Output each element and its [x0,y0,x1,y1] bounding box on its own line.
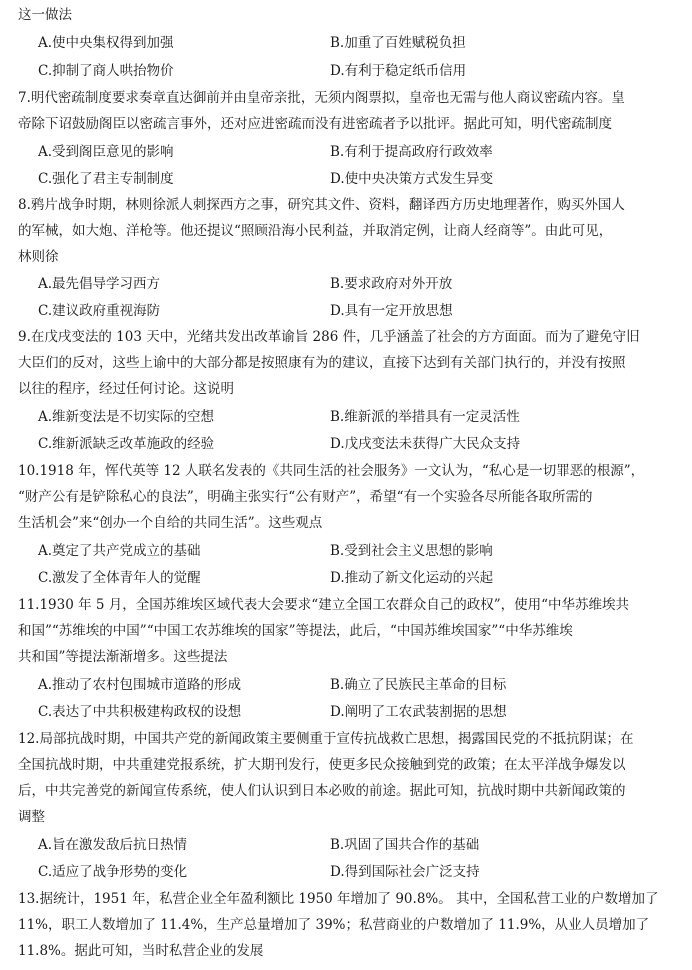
q10-option-d: D.推动了新文化运动的兴起 [330,570,494,586]
q11-option-b: B.确立了民族民主革命的目标 [330,677,507,693]
q8-option-a: A.最先倡导学习西方 [38,276,161,292]
q9-stem-line-3: 以往的程序，经过任何讨论。这说明 [18,381,234,397]
q8-option-c: C.建议政府重视海防 [38,303,161,319]
q7-stem-line-2: 帝除下诏鼓励阁臣以密疏言事外，还对应进密疏而没有进密疏者予以批评。据此可知，明代密疏制度 [18,116,612,132]
q12-option-c: C.适应了战争形势的变化 [38,864,188,880]
q12-stem-line-1: 12.局部抗战时期，中国共产党的新闻政策主要侧重于宣传抗战救亡思想，揭露国民党的不抵抗阴谋；在 [18,731,634,747]
q10-stem-line-3: 生活机会”来“创办一个自给的共同生活”。这些观点 [18,515,323,531]
q8-option-b: B.要求政府对外开放 [330,276,453,292]
q6-option-c: C.抑制了商人哄抬物价 [38,63,174,79]
q13-stem-line-2: 11%，职工人数增加了 11.4%，生产总量增加了 39%；私营商业的户数增加了 11.9%，从业人员增加了 [18,917,650,933]
q11-option-a: A.推动了农村包围城市道路的形成 [38,677,242,693]
q12-stem-line-4: 调整 [18,809,45,825]
q7-option-a: A.受到阁臣意见的影响 [38,144,174,160]
q10-stem-line-1: 10.1918 年，恽代英等 12 人联名发表的《共同生活的社会服务》一文认为，“私心是一切罪恶的根源”， [18,463,645,479]
q12-stem-line-2: 全国抗战时期，中共重建党报系统，扩大期刊发行，使更多民众接触到党的政策；在太平洋战争爆发以 [18,757,626,773]
q11-option-d: D.阐明了工农武装割据的思想 [330,704,507,720]
q8-stem-line-2: 的军械，如大炮、洋枪等。他还提议“照顾沿海小民利益，并取消定例，让商人经商等”。由此可见， [18,223,613,239]
q10-stem-line-2: “财产公有是铲除私心的良法”，明确主张实行“公有财产”，希望“有一个实验各尽所能各取所需的 [18,489,593,505]
q8-option-d: D.具有一定开放思想 [330,303,453,319]
q12-stem-line-3: 后，中共完善党的新闻宣传系统，使人们认识到日本必败的前途。据此可知，抗战时期中共新闻政策的 [18,783,626,799]
q12-option-d: D.得到国际社会广泛支持 [330,864,480,880]
q9-stem-line-1: 9.在戊戌变法的 103 天中，光绪共发出改革谕旨 286 件，几乎涵盖了社会的方方面面。而为了避免守旧 [18,329,640,345]
q7-option-b: B.有利于提高政府行政效率 [330,144,493,160]
q6-option-b: B.加重了百姓赋税负担 [330,35,466,51]
q6-stem-tail: 这一做法 [18,7,72,23]
q13-stem-line-3: 11.8%。据此可知，当时私营企业的发展 [18,943,264,959]
q7-stem-line-1: 7.明代密疏制度要求奏章直达御前并由皇帝亲批，无须内阁票拟，皇帝也无需与他人商议密疏内容。皇 [18,90,625,106]
q11-option-c: C.表达了中共积极建构政权的设想 [38,704,242,720]
q12-option-b: B.巩固了国共合作的基础 [330,837,480,853]
q6-option-d: D.有利于稳定纸币信用 [330,63,467,79]
q6-option-a: A.使中央集权得到加强 [38,35,174,51]
q10-option-a: A.奠定了共产党成立的基础 [38,543,201,559]
q10-option-b: B.受到社会主义思想的影响 [330,543,493,559]
q7-option-d: D.使中央决策方式发生异变 [330,171,494,187]
q11-stem-line-3: 共和国”等提法渐渐增多。这些提法 [18,649,228,665]
q10-option-c: C.激发了全体青年人的觉醒 [38,570,201,586]
q13-stem-line-1: 13.据统计，1951 年，私营企业全年盈利额比 1950 年增加了 90.8%。 其中，全国私营工业的户数增加了 [18,891,659,907]
q8-stem-line-1: 8.鸦片战争时期，林则徐派人刺探西方之事，研究其文件、资料，翻译西方历史地理著作，购买外国人 [18,197,625,213]
q9-option-a: A.维新变法是不切实际的空想 [38,409,215,425]
q9-stem-line-2: 大臣们的反对，这些上谕中的大部分都是按照康有为的建议，直接下达到有关部门执行的，并没有按照 [18,355,626,371]
q7-option-c: C.强化了君主专制制度 [38,171,174,187]
q11-stem-line-1: 11.1930 年 5 月，全国苏维埃区域代表大会要求“建立全国工农群众自己的政权”，使用“中华苏维埃共 [18,597,629,613]
q12-option-a: A.旨在激发敌后抗日热情 [38,837,188,853]
q9-option-b: B.维新派的举措具有一定灵活性 [330,409,520,425]
q9-option-c: C.维新派缺乏改革施政的经验 [38,436,215,452]
q8-stem-line-3: 林则徐 [18,249,59,265]
q11-stem-line-2: 和国”“苏维埃的中国”“中国工农苏维埃的国家”等提法，此后，“中国苏维埃国家”“中华苏维埃 [18,623,573,639]
q9-option-d: D.戊戌变法未获得广大民众支持 [330,436,521,452]
